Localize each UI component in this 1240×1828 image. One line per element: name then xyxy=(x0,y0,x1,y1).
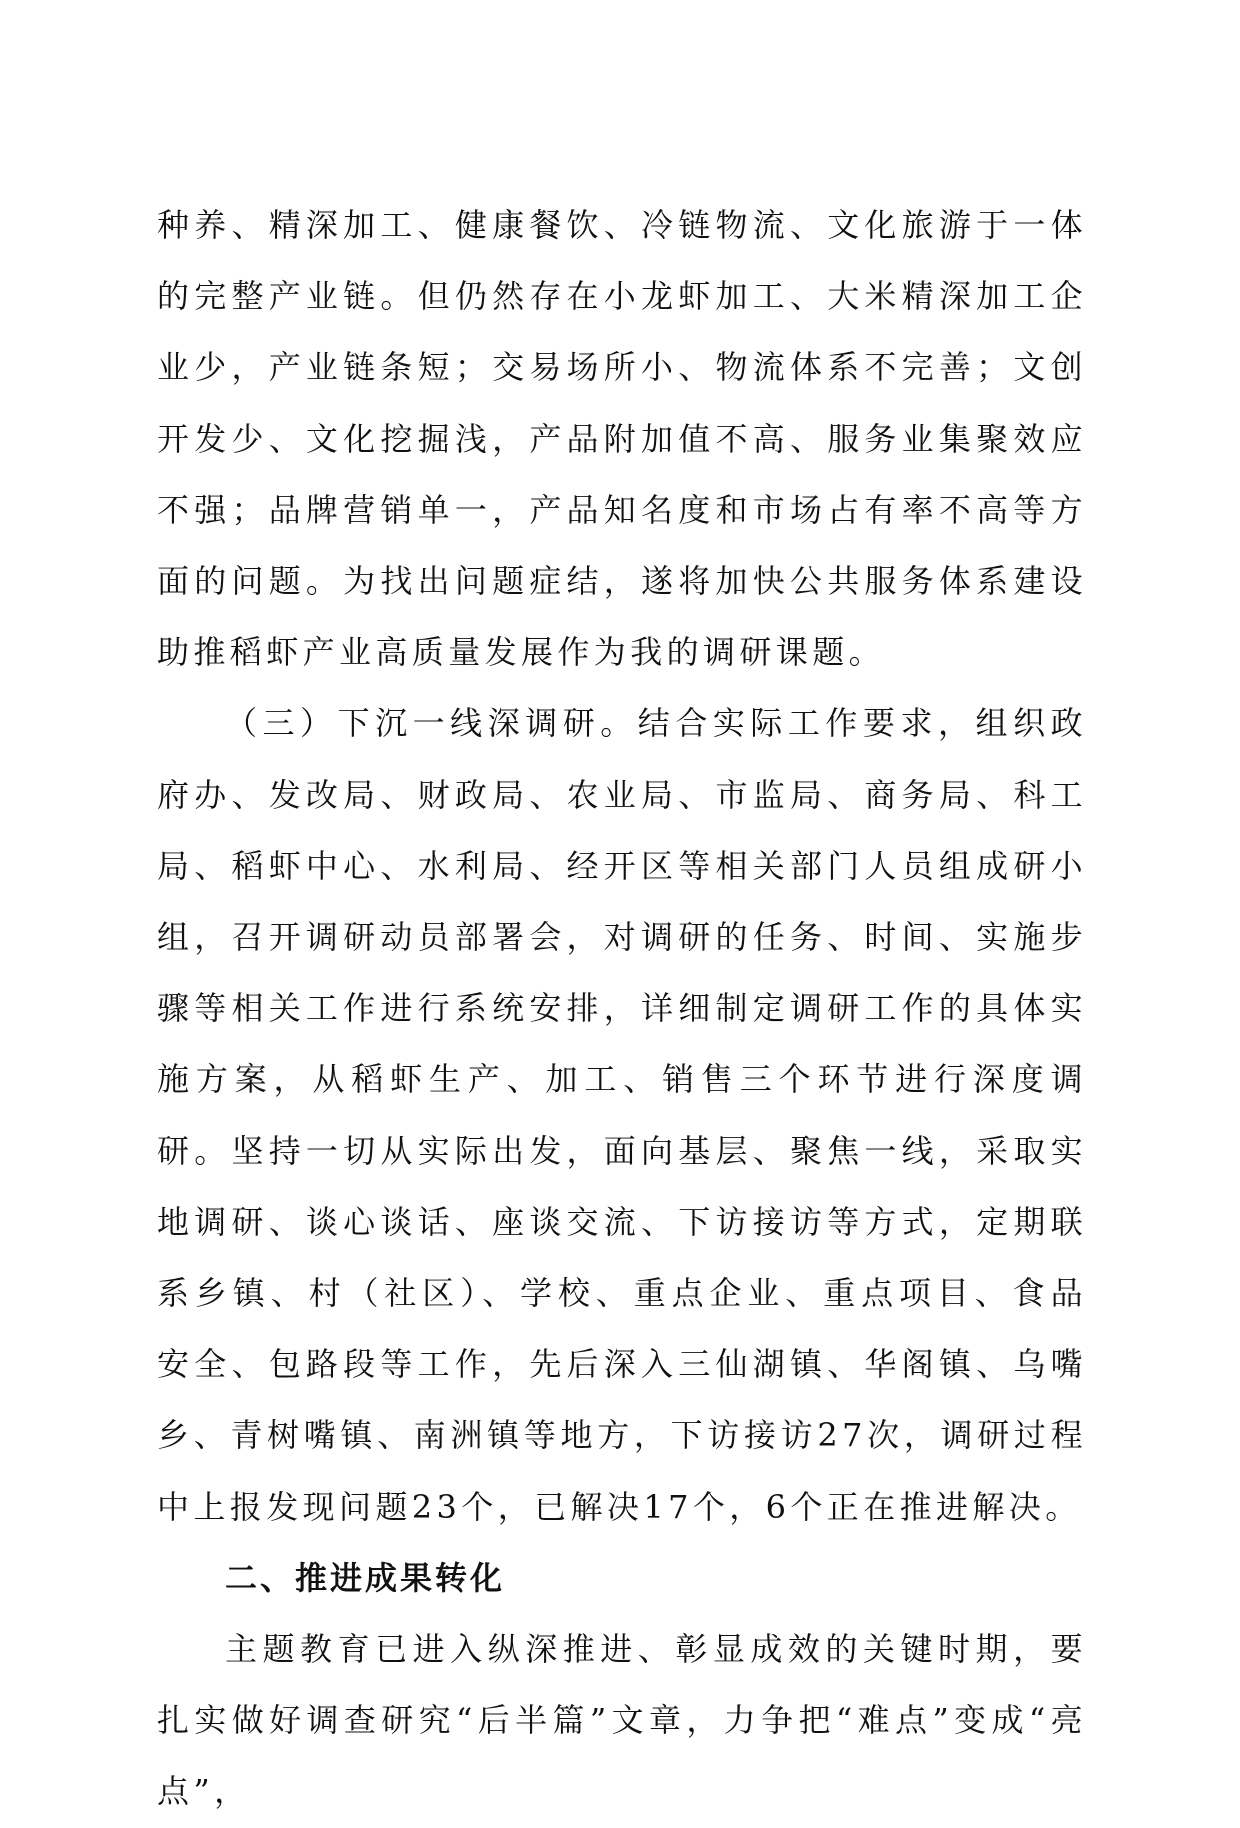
paragraph-theme-education: 主题教育已进入纵深推进、彰显成效的关键时期，要扎实做好调查研究“后半篇”文章，力争把“难点”变成“亮点”， xyxy=(157,1630,1087,1811)
paragraph-research-frontline: （三）下沉一线深调研。结合实际工作要求，组织政府办、发改局、财政局、农业局、市监局、商务局、科工局、稻虾中心、水利局、经开区等相关部门人员组成研小组，召开调研动员部署会，对调研的任务、时间、实施步骤等相关工作进行系统安排，详细制定调研工作的具体实施方案，从稻虾生产、加工、销售三个环节进行深度调研。坚持一切从实际出发，面向基层、聚焦一线，采取实地调研、谈心谈话、座谈交流、下访接访等方式，定期联系乡镇、村（社区）、学校、重点企业、重点项目、食品安全、包路段等工作，先后深入三仙湖镇、华阁镇、乌嘴乡、青树嘴镇、南洲镇等地方，下访接访27次，调研过程中上报发现问题23个，已解决17个，6个正在推进解决。 xyxy=(157,704,1087,1526)
document-body xyxy=(157,190,1087,1828)
section-heading-results-transformation: 二、推进成果转化 xyxy=(225,1558,506,1597)
paragraph-industry-chain: 种养、精深加工、健康餐饮、冷链物流、文化旅游于一体的完整产业链。但仍然存在小龙虾加工、大米精深加工企业少，产业链条短；交易场所小、物流体系不完善；文创开发少、文化挖掘浅，产品附加值不高、服务业集聚效应不强；品牌营销单一，产品知名度和市场占有率不高等方面的问题。为找出问题症结，遂将加快公共服务体系建设助推稻虾产业高质量发展作为我的调研课题。 xyxy=(157,206,1087,672)
